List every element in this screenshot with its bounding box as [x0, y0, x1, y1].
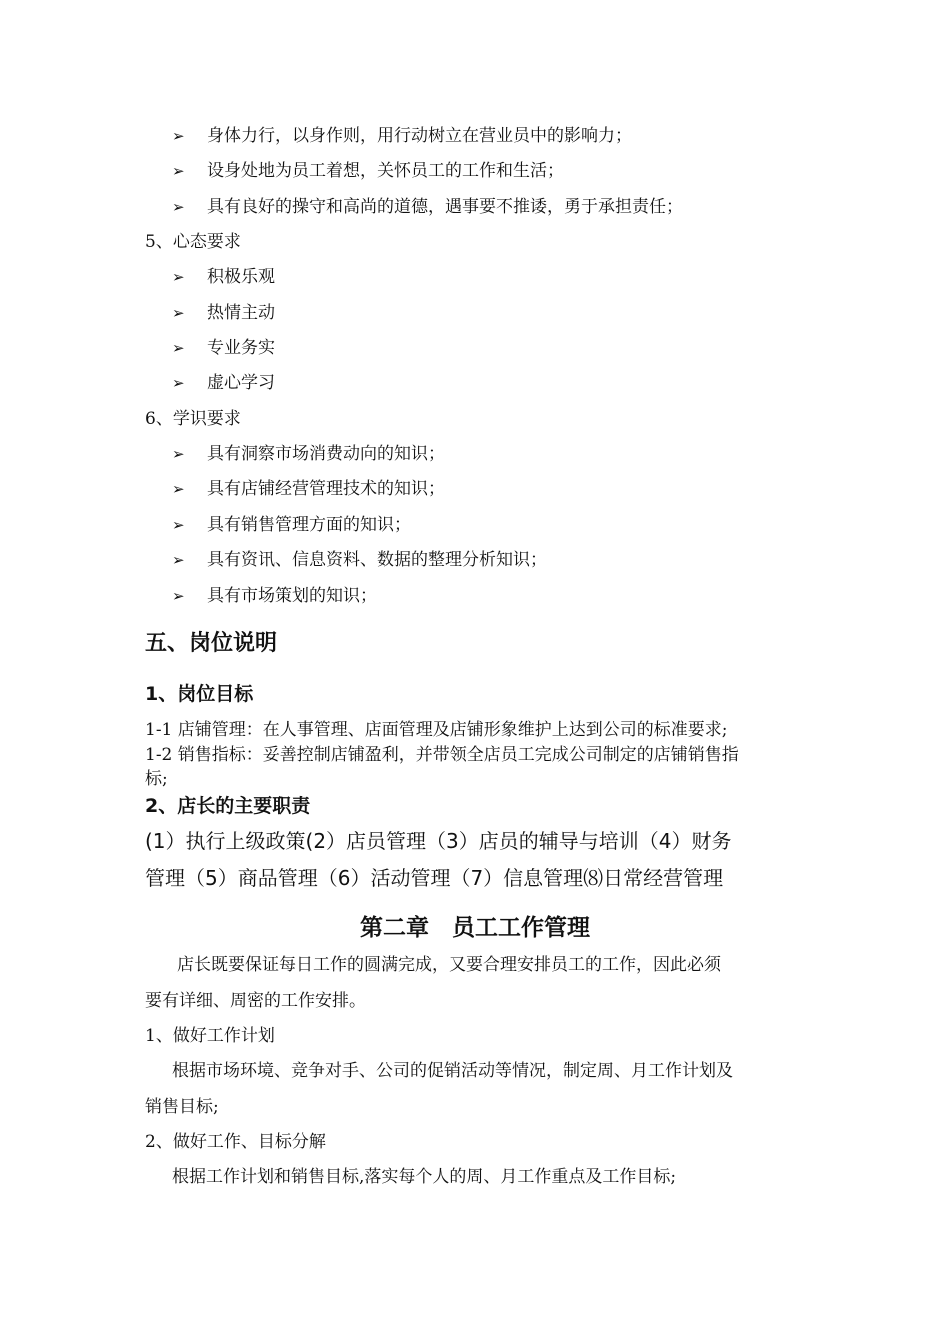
paragraph-line: 店长既要保证每日工作的圆满完成，又要合理安排员工的工作，因此必须 [177, 955, 721, 975]
arrow-bullet-icon: ➢ [172, 127, 185, 145]
list-item-text: 热情主动 [207, 303, 275, 323]
list-item-text: 积极乐观 [207, 267, 275, 287]
paragraph-line: 1-2 销售指标：妥善控制店铺盈利，并带领全店员工完成公司制定的店铺销售指 [145, 745, 739, 765]
subsection-heading: 2、店长的主要职责 [145, 795, 311, 817]
item-heading: 2、做好工作、目标分解 [145, 1132, 326, 1152]
duties-line: (1）执行上级政策(2）店员管理（3）店员的辅导与培训（4）财务 [145, 829, 732, 853]
arrow-bullet-icon: ➢ [172, 551, 185, 569]
paragraph-line: 1-1 店铺管理：在人事管理、店面管理及店铺形象维护上达到公司的标准要求; [145, 720, 728, 740]
arrow-bullet-icon: ➢ [172, 374, 185, 392]
item-heading: 1、做好工作计划 [145, 1026, 275, 1046]
arrow-bullet-icon: ➢ [172, 480, 185, 498]
list-item-text: 具有销售管理方面的知识； [207, 515, 411, 535]
list-item-text: 设身处地为员工着想，关怀员工的工作和生活； [207, 161, 564, 181]
arrow-bullet-icon: ➢ [172, 516, 185, 534]
arrow-bullet-icon: ➢ [172, 304, 185, 322]
list-item-text: 具有市场策划的知识； [207, 586, 377, 606]
subsection-heading: 1、岗位目标 [145, 683, 254, 705]
list-item-text: 具有良好的操守和高尚的道德，遇事要不推诿，勇于承担责任； [207, 197, 683, 217]
paragraph-line: 标; [145, 769, 168, 789]
list-item-text: 具有洞察市场消费动向的知识； [207, 444, 445, 464]
list-item-text: 专业务实 [207, 338, 275, 358]
arrow-bullet-icon: ➢ [172, 587, 185, 605]
paragraph-line: 根据市场环境、竞争对手、公司的促销活动等情况，制定周、月工作计划及 [172, 1061, 733, 1081]
list-item-text: 具有资讯、信息资料、数据的整理分析知识； [207, 550, 547, 570]
paragraph-line: 销售目标; [145, 1097, 219, 1117]
paragraph-line: 根据工作计划和销售目标,落实每个人的周、月工作重点及工作目标; [172, 1167, 677, 1187]
list-item-text: 虚心学习 [207, 373, 275, 393]
duties-line: 管理（5）商品管理（6）活动管理（7）信息管理⑻日常经营管理 [145, 866, 724, 890]
section-heading: 五、岗位说明 [145, 631, 278, 656]
arrow-bullet-icon: ➢ [172, 162, 185, 180]
chapter-title: 第二章 员工工作管理 [360, 915, 590, 941]
arrow-bullet-icon: ➢ [172, 445, 185, 463]
list-item-text: 具有店铺经营管理技术的知识； [207, 479, 445, 499]
arrow-bullet-icon: ➢ [172, 268, 185, 286]
arrow-bullet-icon: ➢ [172, 339, 185, 357]
paragraph-line: 要有详细、周密的工作安排。 [145, 991, 366, 1011]
item-heading: 5、心态要求 [145, 232, 241, 252]
item-heading: 6、学识要求 [145, 409, 241, 429]
arrow-bullet-icon: ➢ [172, 198, 185, 216]
list-item-text: 身体力行，以身作则，用行动树立在营业员中的影响力； [207, 126, 632, 146]
